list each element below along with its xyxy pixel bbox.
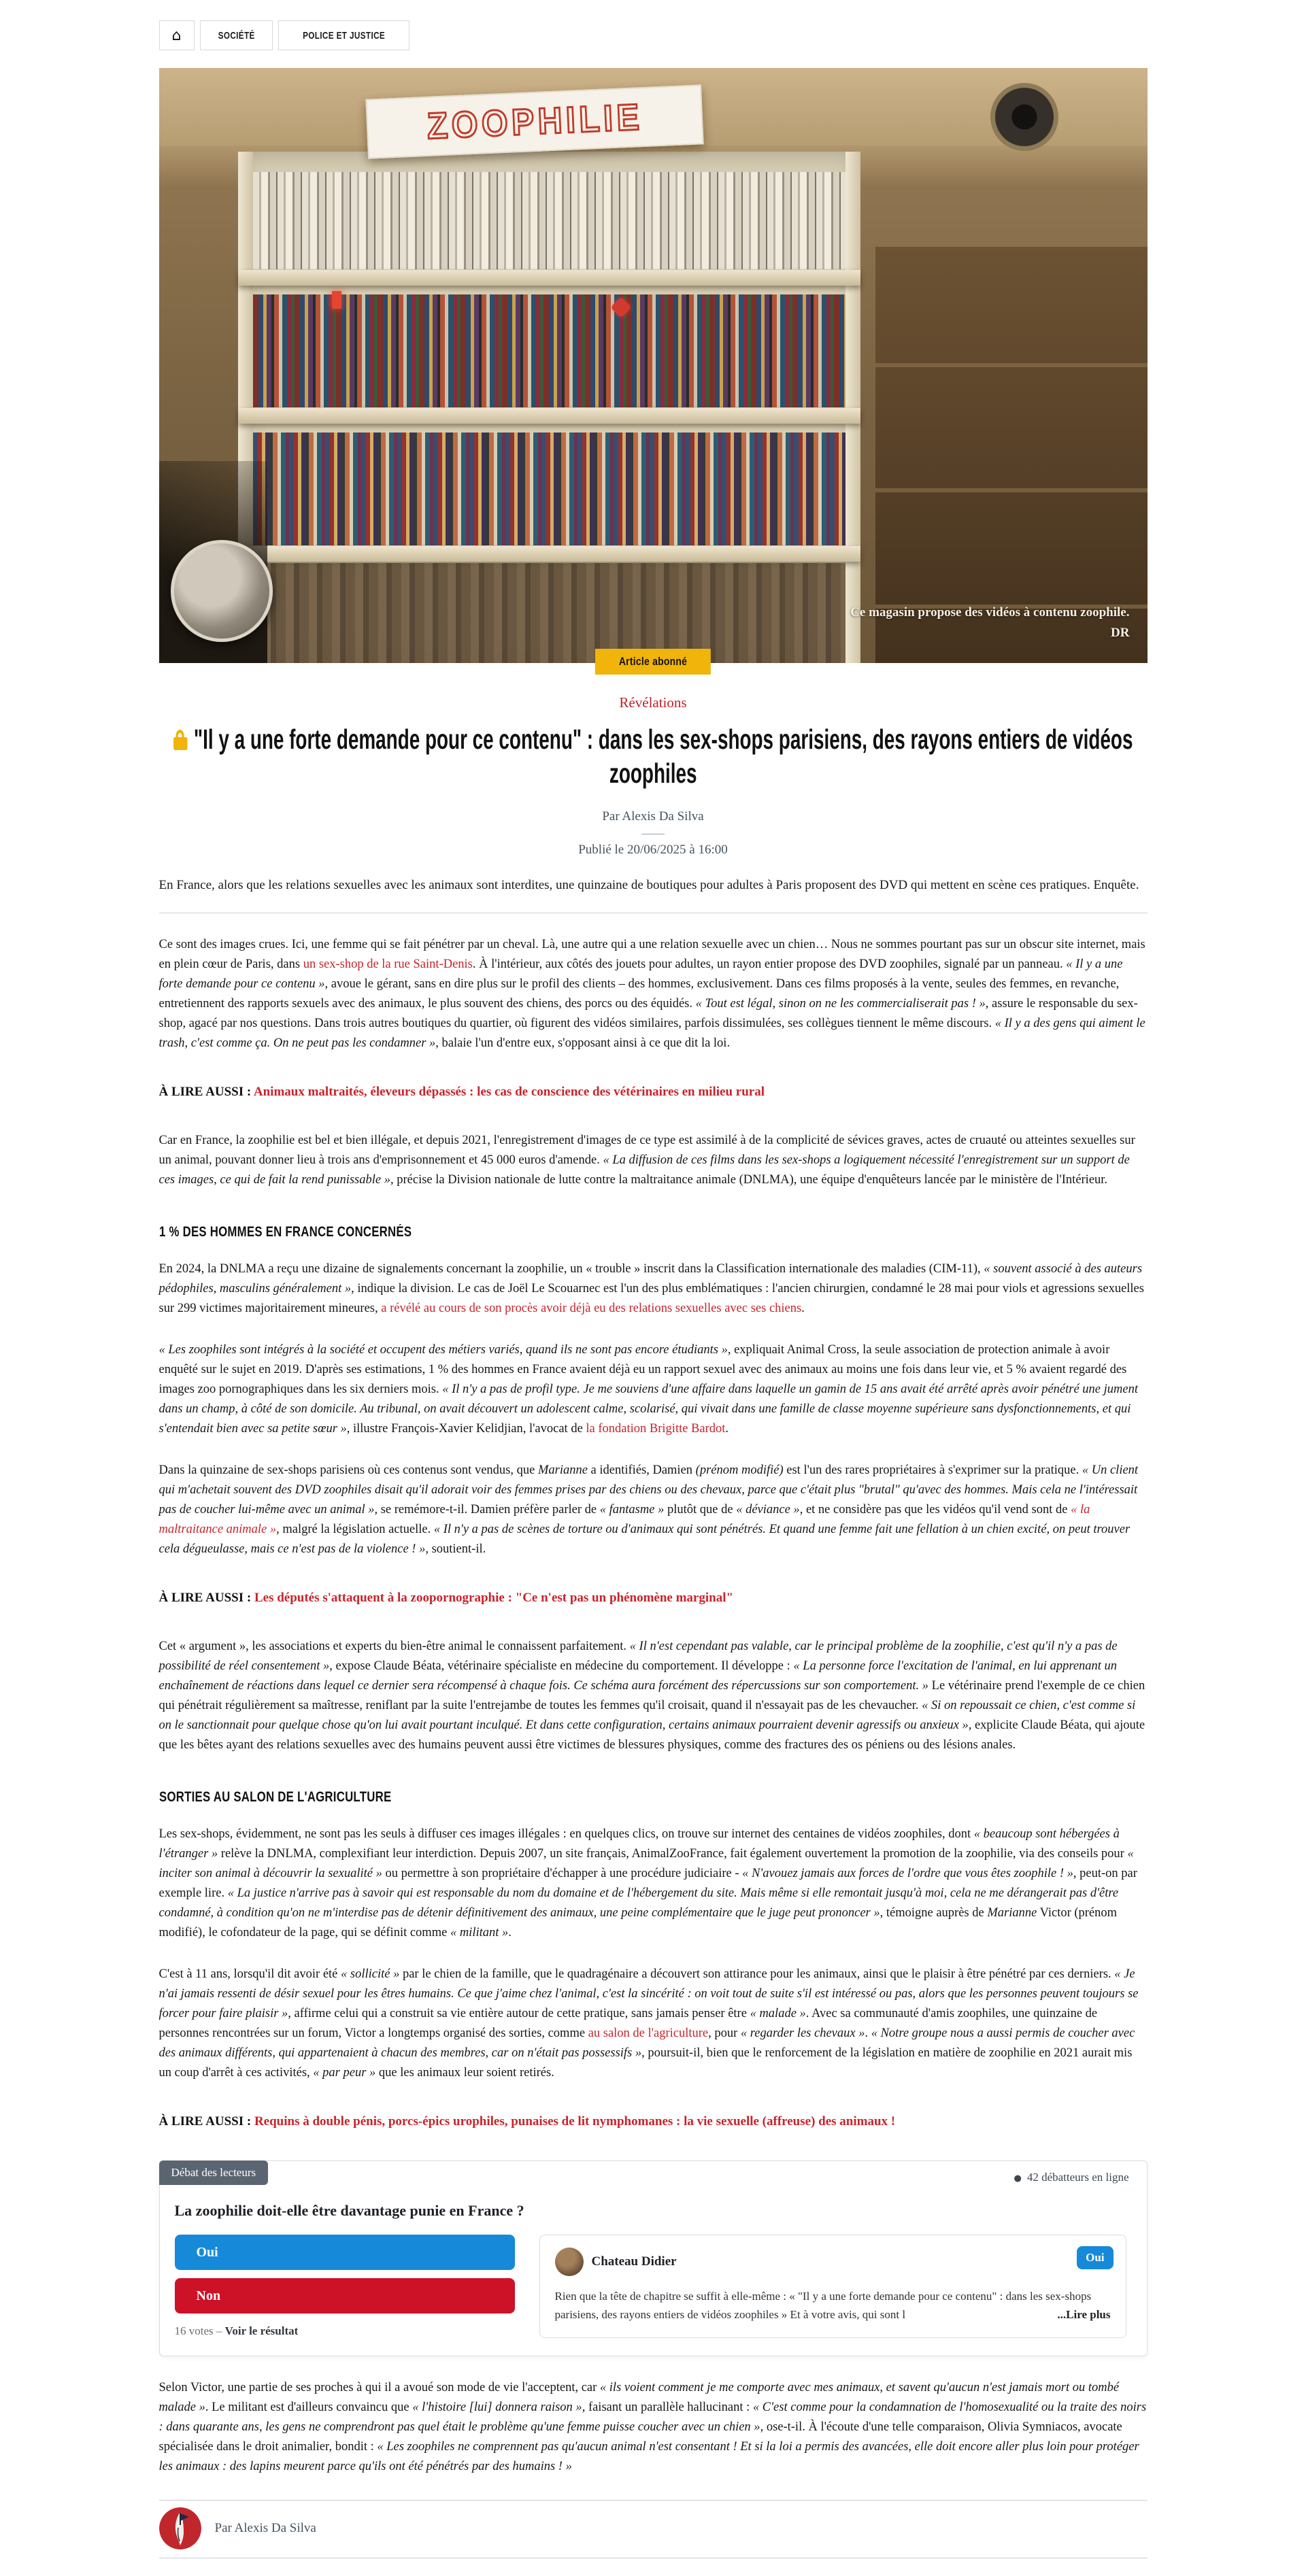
inline-link[interactable]: a révélé au cours de son procès avoir déjà eu des relations sexuelles avec ses chiens <box>381 1302 802 1316</box>
read-also-label: À LIRE AUSSI : <box>158 2114 254 2129</box>
dvd-row-middle <box>253 294 845 407</box>
author-footer <box>159 2501 1148 2556</box>
paragraph: Dans la quinzaine de sex-shops parisiens où ces contenus sont vendus, que Marianne a identifiés, Damien (prénom modifié) est l'un des rares propriétaires à s'exprimer sur la pratique. « Un client qui m'achetait souvent des DVD zoophiles disait qu'il adorait voir des femmes prises par des chiens ou des chevaux, parce que c'était plus "brutal" qu'avec des hommes. Mais cela ne l'intéressait pas de coucher lui-même avec un animal », se remémore-t-il. Damien préfère parler de « fantasme » plutôt que de « déviance », et ne considère pas que les vidéos qu'il vend sont de « la maltraitance animale », malgré la législation actuelle. « Il n'y a pas de scènes de torture ou d'animaux qui sont pénétrés. Et quand une femme fait une fellation à un chien excité, on peut trouver cela dégueulasse, mais ce n'est pas de la violence ! », soutient-il. <box>158 1463 1139 1557</box>
reader-debate-widget <box>159 2160 1148 2356</box>
subscriber-badge[interactable]: Article abonné <box>595 649 711 675</box>
paragraph: Cet « argument », les associations et experts du bien-être animal le connaissent parfaitement. « Il n'est cependant pas valable, car le principal problème de la zoophilie, c'est qu'il n'y a pas de possibilité de réel consentement », expose Claude Béata, vétérinaire spécialiste en médecine du comportement. Il développe : « La personne force l'excitation de l'animal, en lui apprenant un enchaînement de réactions dans lequel ce dernier sera récompensé à chaque fois. Ce schéma aura forcément des répercussions sur son comportement. » Le vétérinaire prend l'exemple de ce chien qui pénétrait régulièrement sa maîtresse, reniflant par la suite l'entrejambe de toutes les femmes qu'il croisait, quand il n'essayait pas de les chevaucher. « Si on repoussait ce chien, c'est comme si on le sanctionnait pour quelque chose qu'on lui avait pourtant inculqué. Et dans cette configuration, certains animaux pourraient devenir agressifs ou anxieux », explicite Claude Béata, qui ajoute que les bêtes ayant des relations sexuelles avec des humains peuvent aussi être victimes de blessures physiques, comme des fractures des os péniens ou des lésions anales. <box>158 1640 1145 1752</box>
commenter-vote-badge: Oui <box>1077 2246 1113 2269</box>
breadcrumb-home-button[interactable] <box>159 20 195 50</box>
inline-link[interactable]: la fondation Brigitte Bardot <box>586 1422 726 1436</box>
round-mirror <box>171 540 273 642</box>
dvd-shelf <box>238 152 860 664</box>
paragraph: C'est à 11 ans, lorsqu'il dit avoir été « sollicité » par le chien de la famille, que le quadragénaire a découvert son attirance pour les animaux, ainsi que le plaisir à être pénétré par ces derniers. « Je n'ai jamais ressenti de désir sexuel pour les êtres humains. Ce que j'aime chez l'animal, c'est la sincérité : on voit tout de suite s'il est intéressé ou pas, alors que les personnes peuvent toujours se forcer pour faire plaisir », affirme celui qui a construit sa vie entière autour de cette pratique, sans jamais penser être « malade ». Avec sa communauté d'amis zoophiles, une quinzaine de personnes rencontrées sur un forum, Victor a longtemps organisé des sorties, comme au salon de l'agriculture, pour « regarder les chevaux ». « Notre groupe nous a aussi permis de coucher avec des animaux différents, qui appartenaient à chacun des membres, car on n'était pas possessifs », poursuit-il, bien que le renforcement de la législation en matière de zoophilie en 2021 aurait mis un coup d'arrêt à ces activités, « par peur » que les animaux leur soient retirés. <box>158 1967 1139 2080</box>
section-heading: SORTIES AU SALON DE L'AGRICULTURE <box>158 1789 391 1806</box>
breadcrumb-police-justice[interactable] <box>278 20 409 50</box>
debate-tab[interactable]: Débat des lecteurs <box>159 2160 269 2185</box>
lock-icon <box>173 730 186 750</box>
section-heading: 1 % DES HOMMES EN FRANCE CONCERNÉS <box>158 1224 412 1240</box>
zoophilie-sign: ZOOPHILIE <box>365 84 703 158</box>
footer-byline[interactable]: Par Alexis Da Silva <box>214 2521 316 2536</box>
read-also-link[interactable]: Les députés s'attaquent à la zoopornographie : "Ce n'est pas un phénomène marginal" <box>254 1591 734 1606</box>
dvd-row-bottom <box>253 433 845 545</box>
online-count: ● 42 débatteurs en ligne <box>1014 2171 1129 2184</box>
article-kicker[interactable]: Révélations <box>619 694 687 711</box>
inline-link[interactable]: au salon de l'agriculture <box>588 2027 709 2041</box>
poll-question: La zoophilie doit-elle être davantage punie en France ? <box>174 2202 524 2220</box>
paragraph: En 2024, la DNLMA a reçu une dizaine de signalements concernant la zoophilie, un « trouble » inscrit dans la Classification internationale des maladies (CIM-11), « souvent associé à des auteurs pédophiles, masculins généralement », indique la division. Le cas de Joël Le Scouarnec est l'un des plus emblématiques : l'ancien chirurgien, condamné le 28 mai pour viols et agressions sexuelles sur 299 victimes majoritairement mineures, a révélé au cours de son procès avoir déjà eu des relations sexuelles avec ses chiens. <box>158 1262 1144 1316</box>
article-body <box>159 935 1148 2129</box>
hero-image <box>159 68 1148 668</box>
top-comment-card[interactable] <box>539 2235 1126 2338</box>
commenter-name: Chateau Didier <box>591 2254 677 2269</box>
home-icon: ⌂ <box>171 27 182 44</box>
paragraph: Selon Victor, une partie de ses proches à qui il a avoué son mode de vie l'acceptent, car « ils voient comment je me comporte avec mes animaux, et savent qu'aucun n'est jamais mort ou tombé malade ». Le militant est d'ailleurs convaincu que « l'histoire [lui] donnera raison », faisant un parallèle hallucinant : « C'est comme pour la condamnation de l'homosexualité ou la traite des noirs : dans quarante ans, les gens ne comprendront pas quel était le problème qu'une femme puisse coucher avec un chien », ose-t-il. À l'écoute d'une telle comparaison, Olivia Symniacos, avocate spécialisée dans le droit animalier, bondit : « Les zoophiles ne comprennent pas qu'aucun animal n'est consentant ! Et si la loi a permis des avancées, elle doit encore aller plus loin pour protéger les animaux : des lapins meurent parce qu'ils ont été pénétrés par des humains ! » <box>158 2381 1147 2474</box>
read-also <box>159 1085 1148 1100</box>
poll-votes: 16 votes – Voir le résultat <box>174 2324 299 2338</box>
breadcrumb-societe[interactable] <box>200 20 273 50</box>
photo-caption: Ce magasin propose des vidéos à contenu zoophile. DR <box>850 605 1130 640</box>
read-more-link[interactable]: ...Lire plus <box>1057 2308 1111 2322</box>
inline-link[interactable]: « la maltraitance animale » <box>158 1503 1090 1537</box>
read-also-link[interactable]: Animaux maltraités, éleveurs dépassés : les cas de conscience des vétérinaires en milieu rural <box>253 1085 765 1100</box>
inline-link[interactable]: un sex-shop de la rue Saint-Denis <box>303 957 473 972</box>
read-also-link[interactable]: Requins à double pénis, porcs-épics urophiles, punaises de lit nymphomanes : la vie sexuelle (affreuse) des animaux ! <box>254 2114 896 2129</box>
comment-text: Rien que la tête de chapitre se suffit à elle-même : « "Il y a une forte demande pour ce contenu" : dans les sex-shops parisiens, des rayons entiers de vidéos zoophiles » Et à votre avis, qui sont l ...Lire plus <box>555 2287 1111 2324</box>
paragraph: « Les zoophiles sont intégrés à la société et occupent des métiers variés, quand ils ne sont pas encore étudiants », expliquait Animal Cross, la seule association de protection animale à avoir enquêté sur le sujet en 2019. D'après ses estimations, 1 % des hommes en France avaient déjà eu un rapport sexuel avec des animaux au moins une fois dans leur vie, et 5 % avaient regardé des images zoo pornographiques dans les six derniers mois. « Il n'y a pas de profil type. Je me souviens d'une affaire dans laquelle un gamin de 15 ans avait été arrêté après avoir pénétré une jument dans un champ, à côté de son domicile. Au tribunal, on avait découvert un adolescent calme, scolarisé, qui vivait dans une famille de classe moyenne supérieure sans dysfonctionnements, et qui s'entendait bien avec sa petite sœur », illustre François-Xavier Kelidjian, l'avocat de la fondation Brigitte Bardot. <box>158 1343 1138 1436</box>
online-dot-icon: ● <box>1014 2173 1022 2184</box>
article-page <box>159 0 1148 2576</box>
read-also-label: À LIRE AUSSI : <box>158 1591 254 1606</box>
breadcrumb-label: POLICE ET JUSTICE <box>302 29 385 41</box>
read-also <box>159 1591 1148 1606</box>
vote-no-button[interactable]: Non <box>175 2278 515 2314</box>
ceiling-speaker <box>990 83 1058 151</box>
breadcrumb-label: SOCIÉTÉ <box>218 29 255 41</box>
red-light <box>332 291 341 309</box>
side-shelf <box>875 247 1148 664</box>
article-lead: En France, alors que les relations sexuelles avec les animaux sont interdites, une quinzaine de boutiques pour adultes à Paris proposent des DVD qui mettent en scène ces pratiques. Enquête. <box>158 878 1139 893</box>
article-title: "Il y a une forte demande pour ce contenu" : dans les sex-shops parisiens, des rayons entiers de vidéos zoophiles <box>159 722 1148 790</box>
read-also-label: À LIRE AUSSI : <box>158 1085 254 1100</box>
paragraph: Ce sont des images crues. Ici, une femme qui se fait pénétrer par un cheval. Là, une autre qui a une relation sexuelle avec un chien… Nous ne sommes pourtant pas sur un obscur site internet, mais en plein cœur de Paris, dans un sex-shop de la rue Saint-Denis. À l'intérieur, aux côtés des jouets pour adultes, un rayon entier propose des DVD zoophiles, signalé par un panneau. « Il y a une forte demande pour ce contenu », avoue le gérant, sans en dire plus sur le profil des clients – des hommes, exclusivement. Dans ces films proposés à la vente, seules des femmes, en revanche, entretiennent des rapports sexuels avec des animaux, le plus souvent des chiens, des porcs ou des équidés. « Tout est légal, sinon on ne les commercialiserait pas ! », assure le responsable du sex-shop, agacé par nos questions. Dans trois autres boutiques du quartier, où figurent des vidéos similaires, parfois dissimulées, ses collègues tiennent le même discours. « Il y a des gens qui aiment le trash, c'est comme ça. On ne peut pas les condamner », balaie l'un d'entre eux, s'opposant ainsi à ce que dit la loi. <box>158 938 1145 1051</box>
commenter-avatar <box>555 2248 584 2276</box>
read-also <box>159 2114 1148 2129</box>
hero-photo <box>159 68 1148 663</box>
dvd-row-top <box>253 172 845 269</box>
paragraph: Car en France, la zoophilie est bel et bien illégale, et depuis 2021, l'enregistrement d'images de ce type est assimilé à de la complicité de sévices graves, actes de cruauté ou atteintes sexuelles sur un animal, pouvant donner lieu à trois ans d'emprisonnement et 45 000 euros d'amende. « La diffusion de ces films dans les sex-shops a logiquement nécessité l'enregistrement sur un support de ces images, ce qui de fait la rend punissable », précise la Division nationale de lutte contre la maltraitance animale (DNLMA), une équipe d'enquêteurs lancée par le ministère de l'Intérieur. <box>158 1134 1135 1187</box>
publication-logo[interactable] <box>159 2507 201 2549</box>
breadcrumb <box>159 20 1148 50</box>
article-closing <box>159 2378 1148 2477</box>
article-byline[interactable]: Par Alexis Da Silva <box>602 809 704 824</box>
paragraph: Les sex-shops, évidemment, ne sont pas les seuls à diffuser ces images illégales : en quelques clics, on trouve sur internet des centaines de vidéos zoophiles, dont « beaucoup sont hébergées à l'étranger » relève la DNLMA, complexifiant leur interdiction. Depuis 2007, un site français, AnimalZooFrance, fait également ouvertement la promotion de la zoophilie, via des conseils pour « inciter son animal à découvrir la sexualité » ou permettre à son propriétaire d'échapper à une procédure judiciaire - « N'avouez jamais aux forces de l'ordre que vous êtes zoophile ! », peut-on par exemple lire. « La justice n'arrive pas à savoir qui est responsable du nom du domaine et de l'hébergement du site. Mais même si elle remontait jusqu'à moi, cela ne me dérangerait pas d'être condamné, à condition qu'on ne m'interdise pas de détenir définitivement des animaux, une peine complémentaire que le juge peut prononcer », témoigne auprès de Marianne Victor (prénom modifié), le cofondateur de la page, qui se définit comme « militant ». <box>158 1827 1137 1940</box>
see-results-link[interactable]: Voir le résultat <box>224 2324 299 2338</box>
vote-yes-button[interactable]: Oui <box>175 2235 515 2270</box>
publish-date: Publié le 20/06/2025 à 16:00 <box>578 843 728 858</box>
